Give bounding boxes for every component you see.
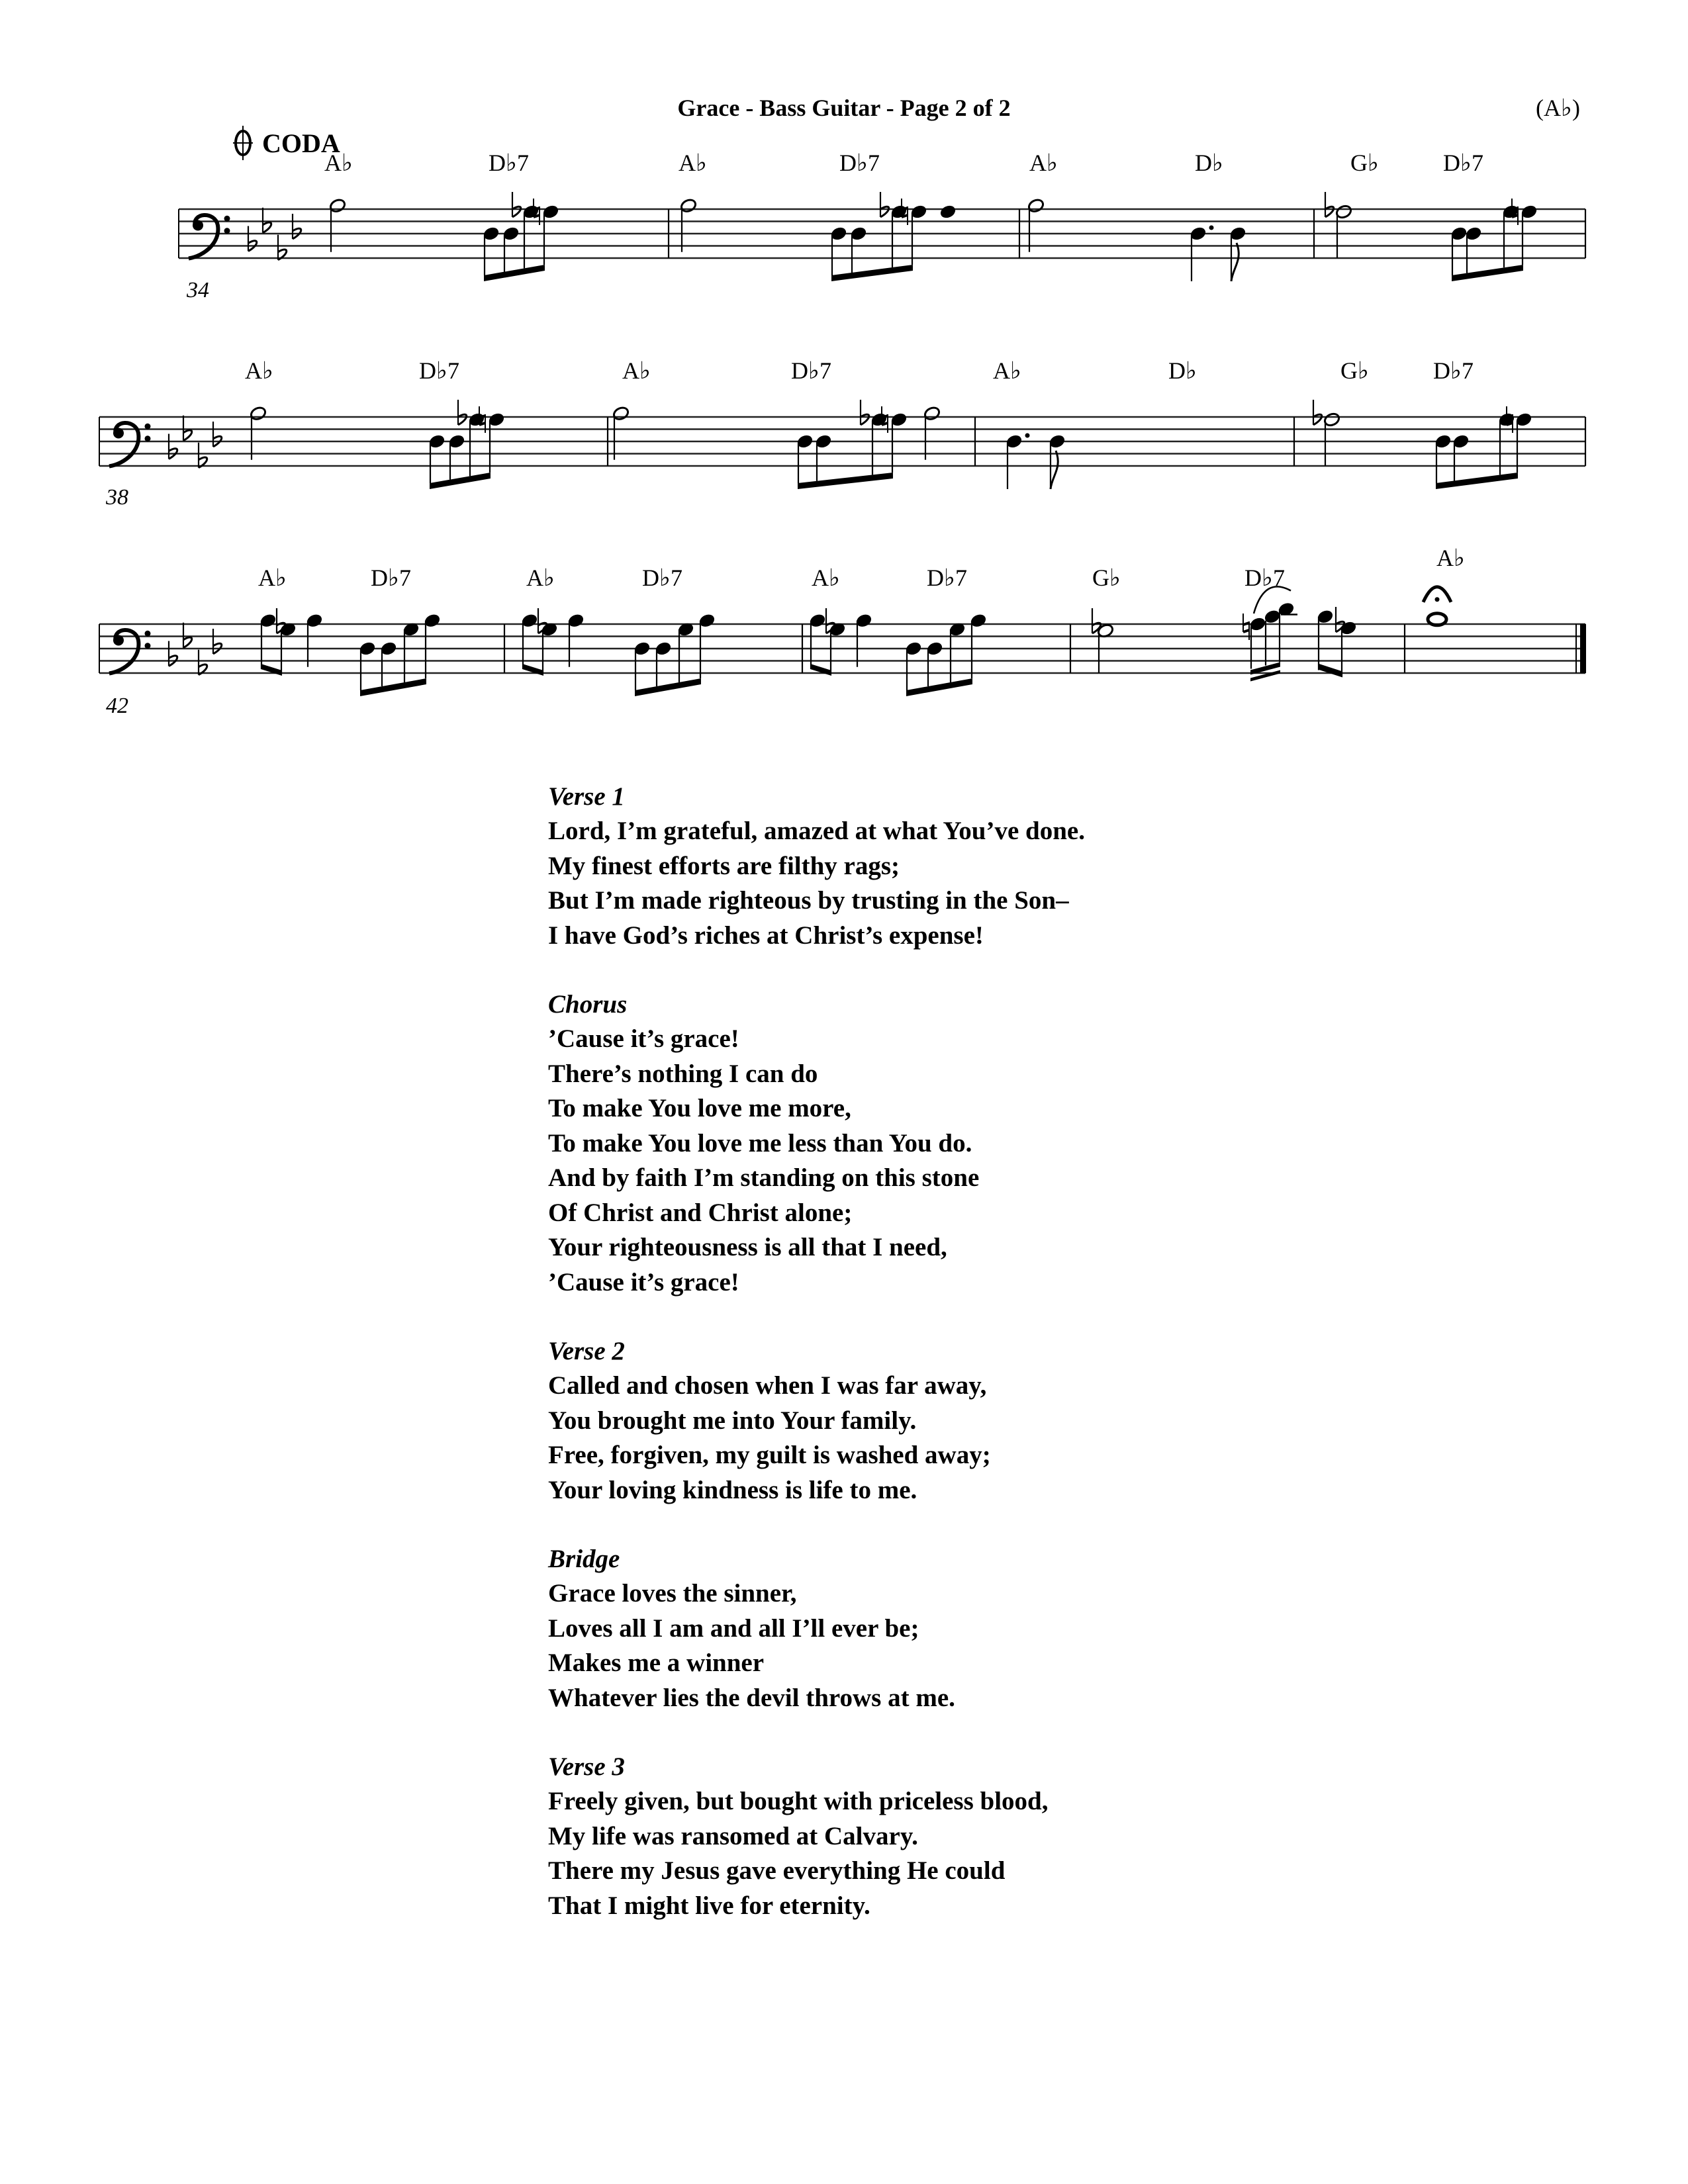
chord-symbol: G♭ (1092, 565, 1121, 591)
chord-symbol: A♭ (245, 357, 273, 384)
section-title: Chorus (548, 990, 628, 1019)
coda-label: CODA (262, 128, 340, 158)
chord-symbol: D♭7 (642, 565, 682, 591)
note (1313, 400, 1340, 466)
lyric-line: To make You love me more, (548, 1094, 851, 1122)
chord-symbol: A♭ (1029, 150, 1058, 176)
beam-group (1452, 213, 1523, 281)
beam-group (831, 213, 913, 281)
note (680, 198, 698, 252)
chord-symbol: A♭ (679, 150, 707, 176)
ending-phrase (259, 586, 1358, 696)
lyric-line: Whatever lies the devil throws at me. (548, 1683, 955, 1712)
chord-symbol: A♭ (1436, 545, 1465, 571)
chord-symbol: D♭ (1195, 150, 1223, 176)
chord-symbol: A♭ (812, 565, 840, 591)
beam-group (1436, 421, 1518, 489)
lyric-line: I have God’s riches at Christ’s expense! (548, 921, 984, 950)
chord-symbol: D♭7 (1443, 150, 1483, 176)
lyric-line: There my Jesus gave everything He could (548, 1856, 1006, 1885)
chord-symbol: A♭ (993, 357, 1021, 384)
fermata-icon (1423, 587, 1451, 625)
measure-number: 38 (106, 485, 128, 510)
note (612, 406, 630, 460)
section-title: Verse 3 (548, 1752, 625, 1781)
section-title: Verse 1 (548, 782, 625, 811)
chord-symbol: G♭ (1350, 150, 1379, 176)
lyrics-section-bridge (548, 1542, 1276, 1715)
lyric-line: There’s nothing I can do (548, 1059, 818, 1088)
lyric-line: Lord, I’m grateful, amazed at what You’ve done. (548, 817, 1085, 845)
note (923, 406, 941, 460)
staff-system (99, 357, 1585, 489)
lyrics (548, 780, 1276, 1958)
lyric-line: That I might live for eternity. (548, 1891, 870, 1920)
lyric-line: To make You love me less than You do. (548, 1128, 972, 1158)
note (329, 198, 347, 252)
lyrics-section-verse-3 (548, 1750, 1276, 1923)
lyric-line: And by faith I’m standing on this stone (548, 1163, 980, 1192)
lyric-line: ’Cause it’s grace! (548, 1267, 739, 1297)
beam-group (430, 421, 491, 489)
lyric-line: Freely given, but bought with priceless blood, (548, 1787, 1049, 1815)
lyrics-section-verse-2 (548, 1334, 1276, 1508)
lyric-line: My life was ransomed at Calvary. (548, 1821, 918, 1850)
key-indicator: (A♭) (1536, 95, 1580, 121)
note (250, 406, 267, 460)
beam-group (484, 213, 545, 281)
lyrics-section-chorus (548, 987, 1276, 1300)
chord-symbol: D♭7 (839, 150, 880, 176)
chord-symbol: G♭ (1340, 357, 1369, 384)
lyric-line: Grace loves the sinner, (548, 1579, 797, 1608)
chord-symbol: D♭ (1168, 357, 1197, 384)
measure-number: 34 (187, 278, 209, 302)
lyric-line: You brought me into Your family. (548, 1406, 917, 1435)
lyric-line: Called and chosen when I was far away, (548, 1371, 987, 1400)
lyric-line: Makes me a winner (548, 1649, 765, 1677)
beam-group (798, 421, 893, 489)
lyric-line: Your righteousness is all that I need, (548, 1233, 947, 1261)
lyric-line: Your loving kindness is life to me. (548, 1475, 917, 1504)
staff-system (99, 545, 1586, 696)
chord-symbol: D♭7 (1433, 357, 1474, 384)
lyrics-section-verse-1 (548, 780, 1276, 953)
chord-symbol: D♭7 (371, 565, 411, 591)
chord-symbol: D♭7 (1244, 565, 1285, 591)
note (1027, 198, 1045, 252)
chord-symbol: A♭ (622, 357, 651, 384)
lyric-line: But I’m made righteous by trusting in the Son– (548, 886, 1069, 915)
lyric-line: Loves all I am and all I’ll ever be; (548, 1614, 919, 1643)
chord-symbol: D♭7 (791, 357, 831, 384)
lyric-line: Of Christ and Christ alone; (548, 1198, 853, 1227)
chord-symbol: A♭ (324, 150, 353, 176)
final-barline (1580, 624, 1586, 673)
chord-symbol: D♭7 (489, 150, 529, 176)
chord-symbol: A♭ (258, 565, 287, 591)
note (1325, 192, 1352, 258)
section-title: Verse 2 (548, 1337, 625, 1365)
note (939, 204, 957, 220)
note (1229, 226, 1247, 281)
chord-symbol: D♭7 (419, 357, 459, 384)
section-title: Bridge (548, 1545, 620, 1573)
lyric-line: ’Cause it’s grace! (548, 1024, 739, 1053)
lyric-line: My finest efforts are filthy rags; (548, 851, 900, 880)
lyric-line: Free, forgiven, my guilt is washed away; (548, 1441, 991, 1469)
chord-symbol: A♭ (526, 565, 555, 591)
chord-symbol: D♭7 (927, 565, 967, 591)
staff-system (179, 150, 1585, 281)
score (0, 0, 1688, 741)
page-title: Grace - Bass Guitar - Page 2 of 2 (677, 95, 1011, 121)
measure-number: 42 (106, 694, 128, 718)
note (1049, 433, 1066, 489)
